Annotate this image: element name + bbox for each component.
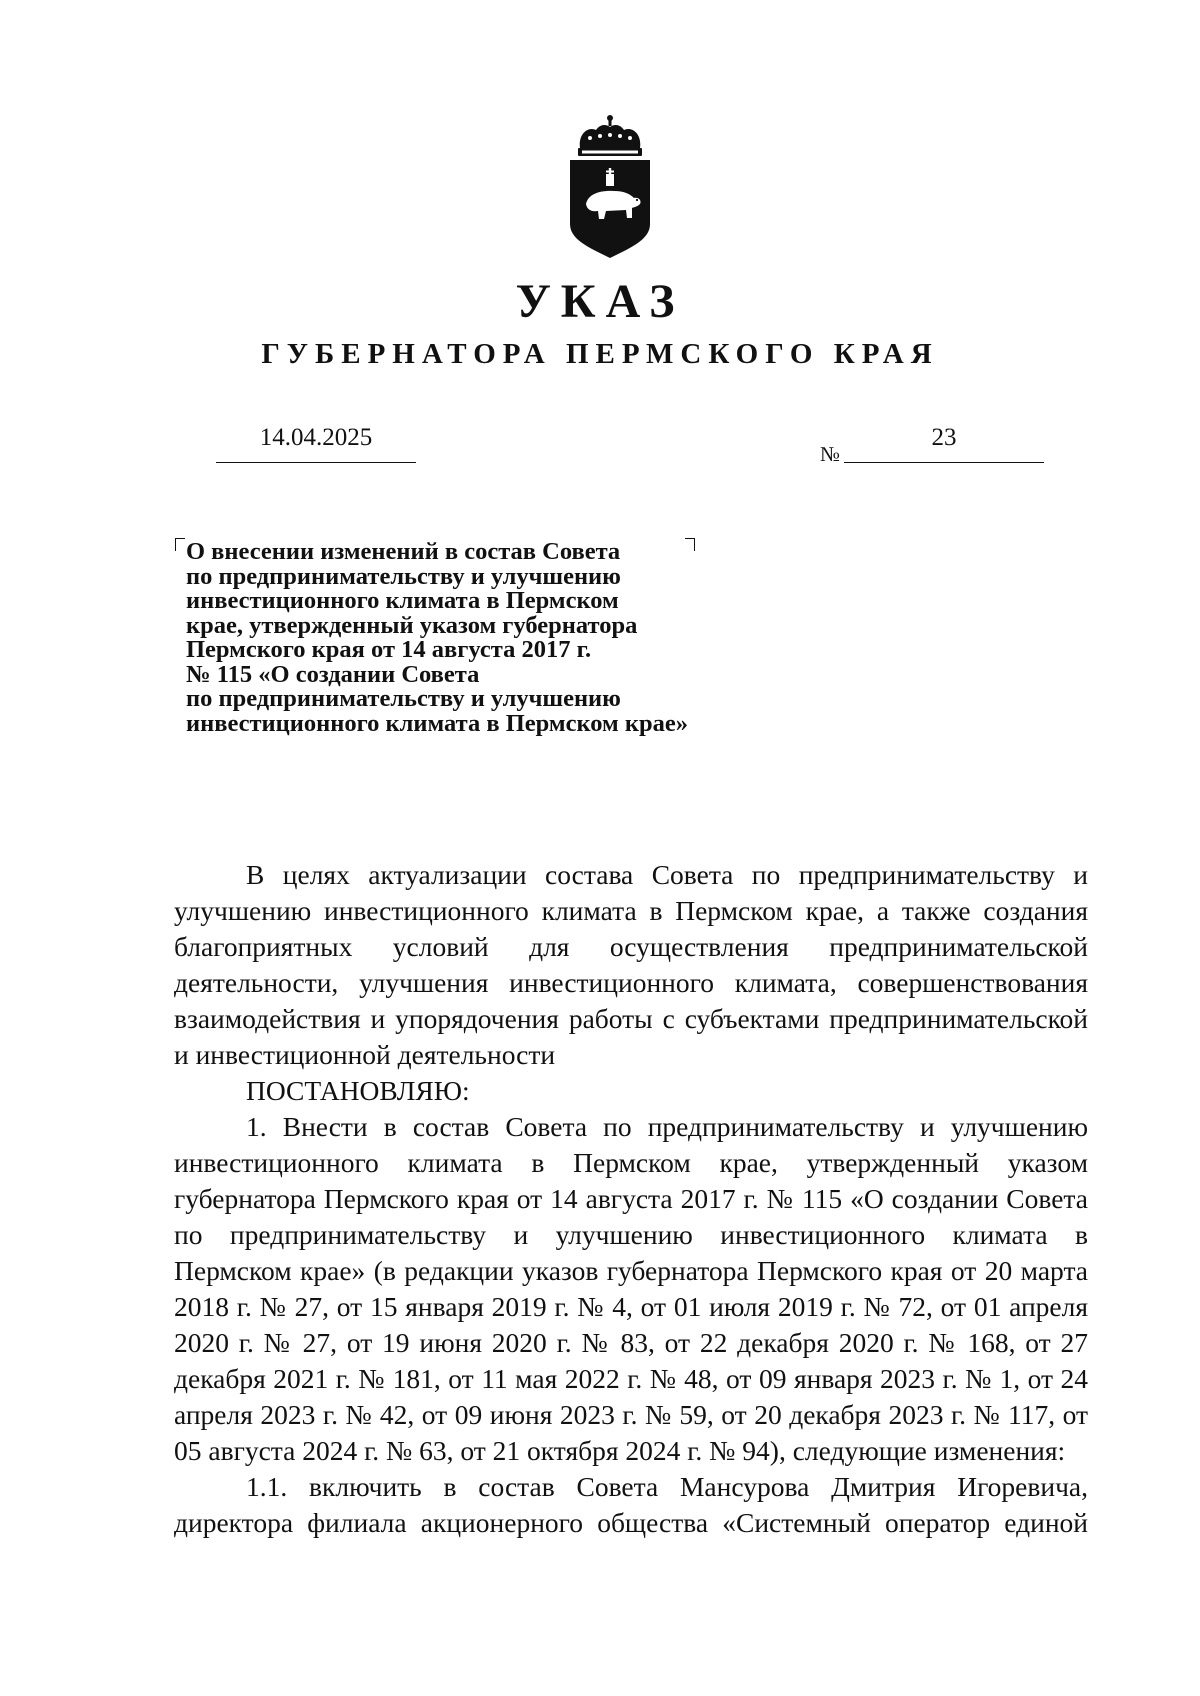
title-line: Пермского края от 14 августа 2017 г. [186, 636, 592, 663]
title-line: по предпринимательству и улучшению [186, 562, 621, 590]
title-line: инвестиционного климата в Пермском [186, 587, 619, 614]
document-date: 14.04.2025 [259, 424, 373, 451]
item-1-1-paragraph: 1.1. включить в состав Совета Мансурова Дмитрия Игоревича, директора филиала акционерного общества «Системный оператор единой [174, 1471, 1088, 1538]
title-line: № 115 «О создании Совета [186, 660, 480, 688]
document-number: 23 [931, 424, 957, 451]
document-type-title: УКАЗ [515, 275, 685, 328]
title-line: по предпринимательству и улучшению [186, 685, 621, 712]
document-issuer: ГУБЕРНАТОРА ПЕРМСКОГО КРАЯ [261, 338, 939, 370]
document-subject-title [186, 540, 786, 736]
date-underline [216, 462, 416, 463]
decree-word: ПОСТАНОВЛЯЮ: [246, 1075, 470, 1106]
number-underline [844, 462, 1044, 463]
number-sign: № [820, 442, 841, 466]
decree-body [174, 857, 1088, 1541]
title-line: крае, утвержденный указом губернатора [186, 611, 638, 639]
perm-krai-coat-of-arms-icon [566, 112, 654, 260]
item-1-paragraph: 1. Внести в состав Совета по предпринимательству и улучшению инвестиционного климата в Пермском крае, утвержденный указом губернатора Пермского края от 14 августа 2017 г. № 115 «О создании Совета по предпринимательству и улучшению инвестиционного климата в Пермском крае» (в редакции указов губернатора Пермского края от 20 марта 2018 г. № 27, от 15 января 2019 г. № 4, от 01 июля 2019 г. № 72, от 01 апреля 2020 г. № 27, от 19 июня 2020 г. № 83, от 22 декабря 2020 г. № 168, от 27 декабря 2021 г. № 181, от 11 мая 2022 г. № 48, от 09 января 2023 г. № 1, от 24 апреля 2023 г. № 42, от 09 июня 2023 г. № 59, от 20 декабря 2023 г. № 117, от 05 августа 2024 г. № 63, от 21 октября 2024 г. № 94), следующие изменения: [174, 1111, 1088, 1466]
preamble-paragraph: В целях актуализации состава Совета по предпринимательству и улучшению инвестиционного климата в Пермском крае, а также создания благоприятных условий для осуществления предпринимательской деятельности, улучшения инвестиционного климата, совершенствования взаимодействия и упорядочения работы с субъектами предпринимательской и инвестиционной деятельности [174, 859, 1088, 1070]
title-line: инвестиционного климата в Пермском крае» [186, 709, 688, 737]
title-bracket-left [175, 538, 185, 551]
title-line: О внесении изменений в состав Совета [186, 538, 621, 565]
